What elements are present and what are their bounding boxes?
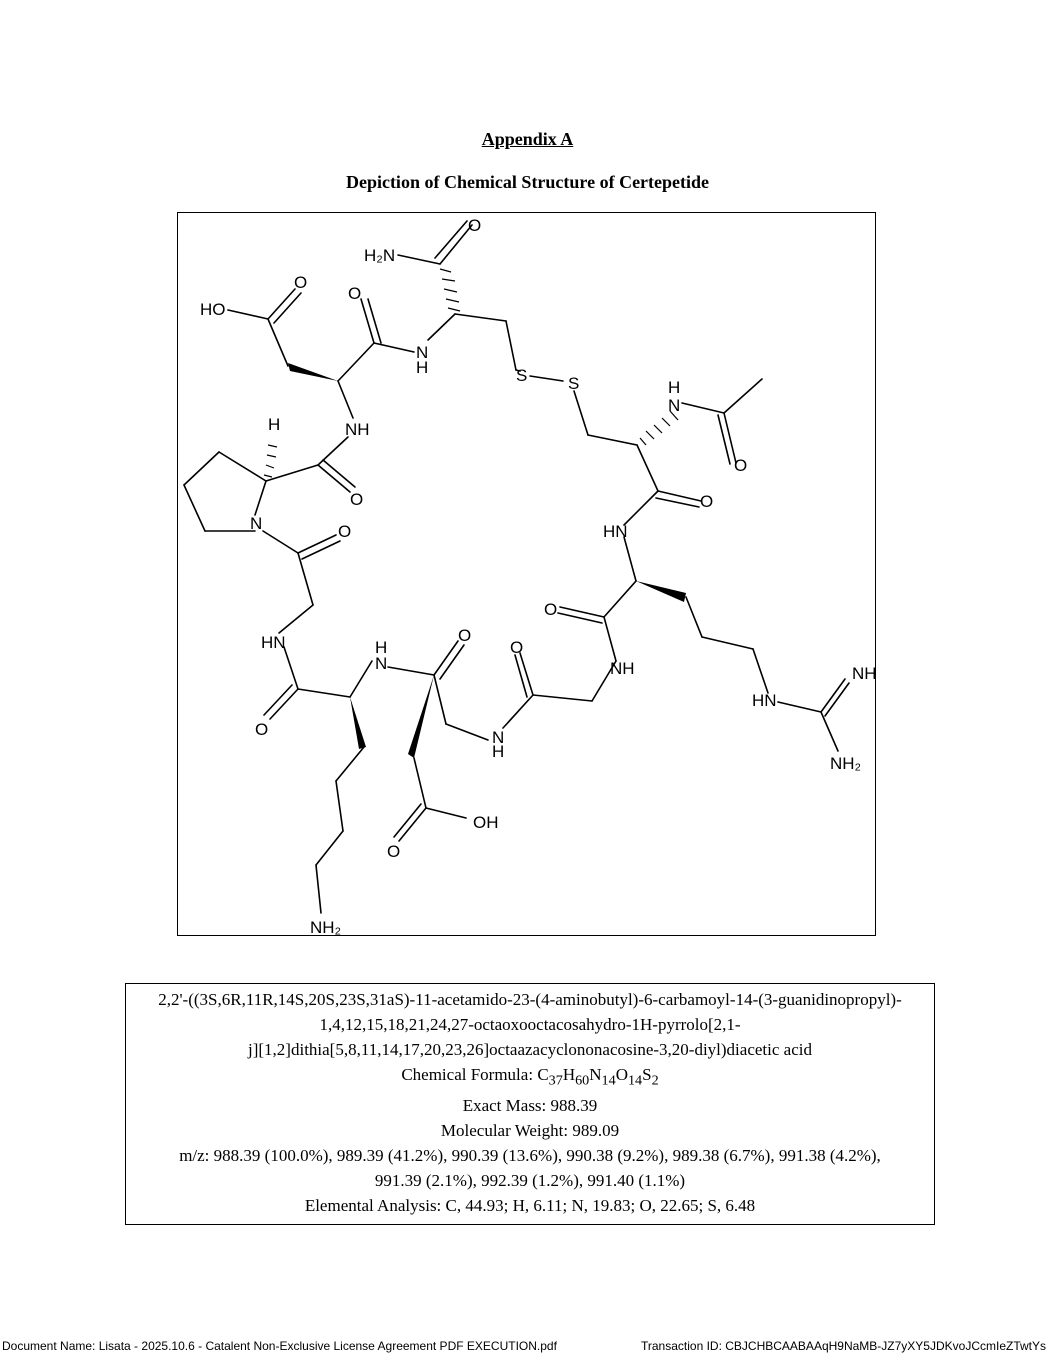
exact-mass: Exact Mass: 988.39	[462, 1096, 598, 1116]
atom-label: S	[568, 374, 580, 393]
formula-element: O	[615, 1065, 628, 1084]
atom-label: NH	[345, 420, 370, 439]
atom-label: O	[338, 522, 352, 541]
atom-label: HO	[200, 300, 226, 319]
structure-caption: Depiction of Chemical Structure of Certepetide	[345, 172, 710, 192]
formula-element: S	[642, 1065, 652, 1084]
atom-label: O	[544, 600, 558, 619]
atom-label: N	[668, 396, 681, 415]
compound-info-box	[125, 983, 935, 1225]
atom-label: O	[348, 284, 362, 303]
atom-label: N	[375, 654, 388, 673]
iupac-name-line-2: 1,4,12,15,18,21,24,27-octaoxooctacosahydro-1H-pyrrolo[2,1-	[319, 1015, 741, 1034]
atom-label: N	[416, 343, 429, 362]
formula-count: 14	[601, 1072, 616, 1089]
formula-count: 14	[627, 1072, 643, 1089]
atom-label: H	[268, 415, 281, 434]
atom-label: OH	[473, 813, 499, 832]
atom-label: N	[250, 514, 263, 533]
molecular-weight: Molecular Weight: 989.09	[440, 1121, 620, 1141]
atom-label: H	[375, 638, 388, 657]
formula-element: H	[562, 1065, 576, 1084]
atom-label: H	[416, 358, 429, 377]
chemical-structure-diagram	[178, 213, 877, 937]
atom-label: S	[516, 366, 528, 385]
chemical-structure-frame	[177, 212, 876, 936]
iupac-name-line-3: j][1,2]dithia[5,8,11,14,17,20,23,26]octaazacyclononacosine-3,20-diyl)diacetic acid	[248, 1040, 812, 1059]
atom-label: O	[510, 638, 524, 657]
chemical-formula	[130, 1062, 930, 1093]
atom-label: H	[492, 742, 505, 761]
atom-label: HN	[603, 522, 628, 541]
mz-line-1: m/z: 988.39 (100.0%), 989.39 (41.2%), 990.39 (13.6%), 990.38 (9.2%), 989.38 (6.7%), 991.38 (4.2%),	[179, 1146, 881, 1166]
formula-count: 37	[548, 1072, 563, 1089]
atom-label: H	[668, 378, 681, 397]
appendix-heading: Appendix A	[481, 129, 574, 149]
iupac-name-line-1: 2,2'-((3S,6R,11R,14S,20S,23S,31aS)-11-acetamido-23-(4-aminobutyl)-6-carbamoyl-14-(3-guanidinopropyl)-	[158, 990, 902, 1009]
footer-document-name: Document Name: Lisata - 2025.10.6 - Catalent Non-Exclusive License Agreement PDF EXECUTION.pdf	[2, 1339, 557, 1353]
atom-label: NH	[610, 659, 635, 678]
formula-label: Chemical Formula:	[401, 1065, 538, 1084]
elemental-analysis: Elemental Analysis: C, 44.93; H, 6.11; N, 19.83; O, 22.65; S, 6.48	[304, 1196, 756, 1216]
mz-line-2: 991.39 (2.1%), 992.39 (1.2%), 991.40 (1.1%)	[374, 1171, 686, 1191]
formula-element: N	[589, 1065, 602, 1084]
formula-count: 60	[575, 1072, 590, 1089]
atom-label: NH₂	[830, 754, 862, 773]
atom-label: HN	[752, 691, 777, 710]
atom-label: O	[700, 492, 714, 511]
atom-label: O	[458, 626, 472, 645]
formula-count: 2	[651, 1072, 659, 1089]
atom-label: O	[294, 273, 308, 292]
formula-element: C	[537, 1065, 549, 1084]
atom-label: H₂N	[364, 246, 396, 265]
atom-label: NH₂	[310, 918, 342, 937]
atom-label: HN	[261, 633, 286, 652]
atom-label: N	[492, 728, 505, 747]
atom-label: O	[734, 456, 748, 475]
atom-label: NH	[852, 664, 877, 683]
atom-label: O	[255, 720, 269, 739]
atom-label: O	[387, 842, 401, 861]
footer-transaction-id: Transaction ID: CBJCHBCAABAAqH9NaMB-JZ7yXY5JDKvoJCcmIeZTwtYs	[641, 1339, 1046, 1353]
atom-label: O	[350, 490, 364, 509]
atom-label: O	[468, 216, 482, 235]
